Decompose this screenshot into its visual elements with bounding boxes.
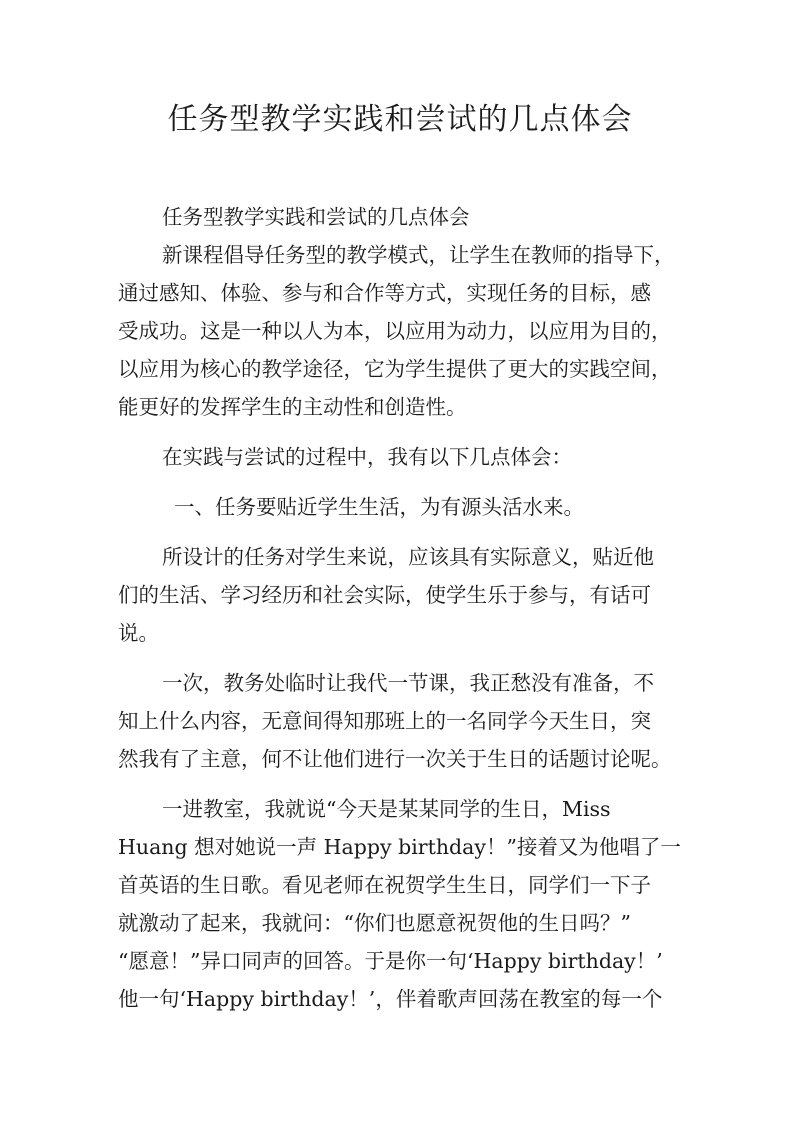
paragraph-line: 通过感知、体验、参与和合作等方式，实现任务的目标，感 (118, 281, 651, 305)
section-heading: 一、任务要贴近学生生活，为有源头活水来。 (174, 495, 584, 519)
paragraph-line: 所设计的任务对学生来说，应该具有实际意义，贴近他 (162, 545, 654, 569)
paragraph-line: 能更好的发挥学生的主动性和创造性。 (118, 395, 467, 419)
paragraph-spacer (118, 778, 684, 790)
document-title: 任务型教学实践和尝试的几点体会 (167, 102, 633, 137)
paragraph-spacer (118, 426, 684, 438)
paragraph-line: 们的生活、学习经历和社会实际，使学生乐于参与，有话可 (118, 583, 651, 607)
paragraph-line: 一次，教务处临时让我代一节课，我正愁没有准备，不 (162, 671, 654, 695)
paragraph-line: 说。 (118, 621, 159, 645)
paragraph-line: 以应用为核心的教学途径，它为学生提供了更大的实践空间， (118, 357, 672, 381)
paragraph-line: 一进教室，我就说“今天是某某同学的生日，Miss (162, 797, 611, 821)
paragraph-line: 在实践与尝试的过程中，我有以下几点体会： (162, 445, 572, 469)
paragraph-line: 就激动了起来，我就问：“你们也愿意祝贺他的生日吗？” (118, 911, 631, 935)
paragraph-line: “愿意！”异口同声的回答。于是你一句‘Happy birthday！’ (118, 949, 663, 973)
paragraph-line: 知上什么内容，无意间得知那班上的一名同学今天生日，突 (118, 709, 651, 733)
document-body (118, 198, 684, 1018)
paragraph-line: 首英语的生日歌。看见老师在祝贺学生生日，同学们一下子 (118, 873, 651, 897)
paragraph-spacer (118, 652, 684, 664)
paragraph-line: 他一句‘Happy birthday！’，伴着歌声回荡在教室的每一个 (118, 987, 663, 1011)
paragraph-line: 新课程倡导任务型的教学模式，让学生在教师的指导下， (162, 243, 675, 267)
paragraph-line: 然我有了主意，何不让他们进行一次关于生日的话题讨论呢。 (118, 747, 672, 771)
document-subtitle: 任务型教学实践和尝试的几点体会 (162, 205, 470, 229)
paragraph-line: 受成功。这是一种以人为本，以应用为动力，以应用为目的， (118, 319, 672, 343)
paragraph-line: Huang 想对她说一声 Happy birthday！”接着又为他唱了一 (118, 835, 681, 859)
paragraph-spacer (118, 526, 684, 538)
paragraph-spacer (118, 476, 684, 488)
